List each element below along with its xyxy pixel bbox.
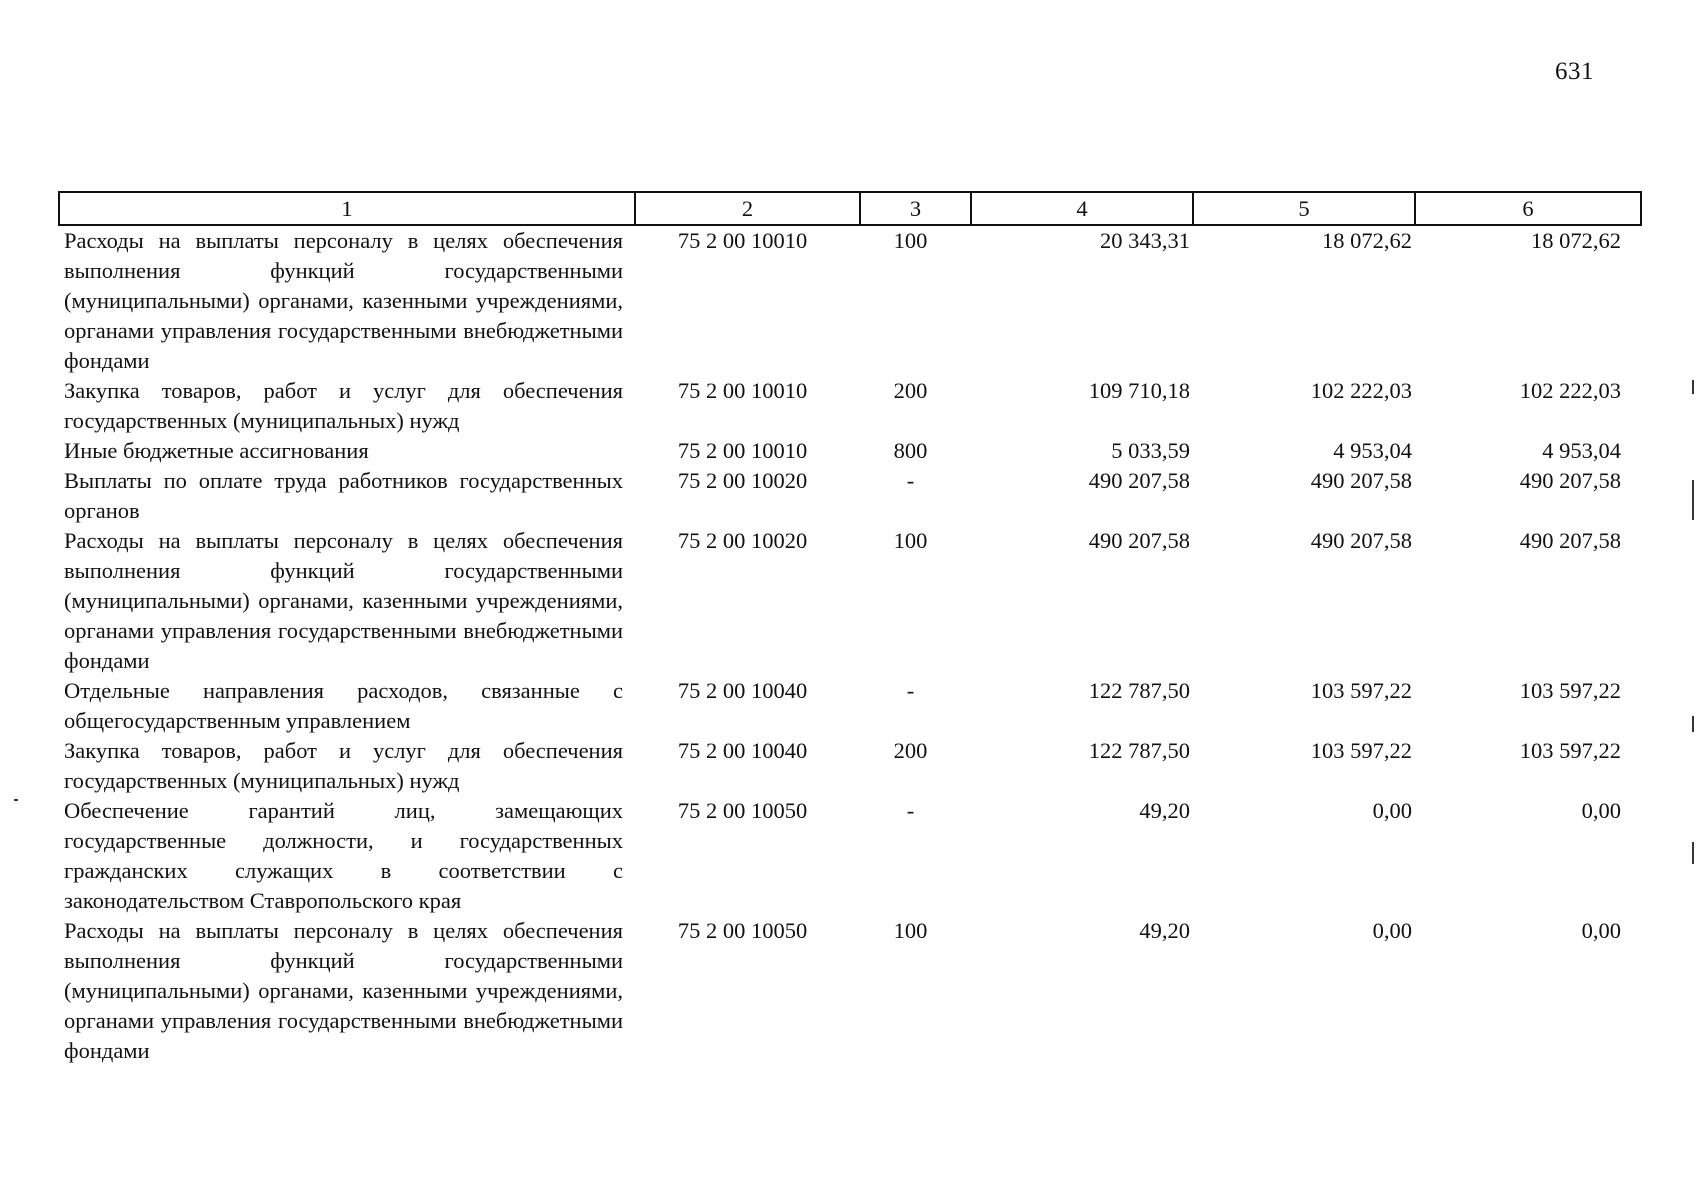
row-expense-type: - xyxy=(906,798,915,823)
row-value-6: 103 597,22 xyxy=(1519,678,1621,703)
row-value-5: 102 222,03 xyxy=(1310,378,1412,403)
row-expense-type: - xyxy=(906,678,915,703)
budget-table xyxy=(58,191,1642,1066)
row-value-4: 122 787,50 xyxy=(1088,738,1190,763)
row-name: Закупка товаров, работ и услуг для обеспечения государственных (муниципальных) нужд xyxy=(64,378,623,433)
scan-artifact xyxy=(1692,380,1694,394)
row-expense-type: 100 xyxy=(893,228,928,253)
row-name: Расходы на выплаты персоналу в целях обеспечения выполнения функций государственными (муниципальными) органами, казенными учреждениями, органами управления государственными внебюджетными фондами xyxy=(64,228,623,373)
table-row xyxy=(59,376,1641,436)
row-code: 75 2 00 10020 xyxy=(677,528,808,553)
column-header-1: 1 xyxy=(59,192,635,225)
row-code: 75 2 00 10050 xyxy=(677,918,808,943)
table-body xyxy=(59,225,1641,1066)
row-expense-type: 100 xyxy=(893,918,928,943)
row-code: 75 2 00 10010 xyxy=(677,378,808,403)
row-value-4: 109 710,18 xyxy=(1088,378,1190,403)
row-name: Обеспечение гарантий лиц, замещающих государственные должности, и государственных гражданских служащих в соответствии с законодательством Ставропольского края xyxy=(64,798,623,913)
table-row xyxy=(59,225,1641,376)
scan-artifact xyxy=(1692,716,1694,732)
table-row xyxy=(59,916,1641,1066)
column-header-3: 3 xyxy=(860,192,971,225)
row-value-5: 103 597,22 xyxy=(1310,738,1412,763)
row-name: Выплаты по оплате труда работников государственных органов xyxy=(64,468,623,523)
row-expense-type: 200 xyxy=(893,378,928,403)
row-value-4: 49,20 xyxy=(1139,798,1190,823)
row-value-4: 122 787,50 xyxy=(1088,678,1190,703)
table-header xyxy=(59,192,1641,225)
row-value-5: 0,00 xyxy=(1372,918,1412,943)
row-value-6: 102 222,03 xyxy=(1519,378,1621,403)
row-name: Закупка товаров, работ и услуг для обеспечения государственных (муниципальных) нужд xyxy=(64,738,623,793)
row-expense-type: - xyxy=(906,468,915,493)
row-value-4: 490 207,58 xyxy=(1088,528,1190,553)
row-code: 75 2 00 10010 xyxy=(677,438,808,463)
column-header-4: 4 xyxy=(971,192,1193,225)
row-name: Расходы на выплаты персоналу в целях обеспечения выполнения функций государственными (муниципальными) органами, казенными учреждениями, органами управления государственными внебюджетными фондами xyxy=(64,528,623,673)
row-value-5: 490 207,58 xyxy=(1310,528,1412,553)
row-value-6: 0,00 xyxy=(1581,918,1621,943)
column-header-2: 2 xyxy=(635,192,860,225)
scan-artifact xyxy=(1692,842,1694,864)
row-expense-type: 800 xyxy=(893,438,928,463)
row-value-6: 103 597,22 xyxy=(1519,738,1621,763)
row-value-4: 490 207,58 xyxy=(1088,468,1190,493)
row-value-5: 4 953,04 xyxy=(1333,438,1412,463)
header-row xyxy=(59,192,1641,225)
column-header-5: 5 xyxy=(1193,192,1415,225)
row-code: 75 2 00 10020 xyxy=(677,468,808,493)
row-value-6: 0,00 xyxy=(1581,798,1621,823)
page-number: 631 xyxy=(1555,58,1594,85)
table-row xyxy=(59,526,1641,676)
row-value-5: 103 597,22 xyxy=(1310,678,1412,703)
row-expense-type: 100 xyxy=(893,528,928,553)
row-value-5: 18 072,62 xyxy=(1322,228,1412,253)
table-row xyxy=(59,676,1641,736)
row-value-4: 49,20 xyxy=(1139,918,1190,943)
row-name: Расходы на выплаты персоналу в целях обеспечения выполнения функций государственными (муниципальными) органами, казенными учреждениями, органами управления государственными внебюджетными фондами xyxy=(64,918,623,1063)
row-expense-type: 200 xyxy=(893,738,928,763)
table-row xyxy=(59,736,1641,796)
table-row xyxy=(59,466,1641,526)
row-value-5: 490 207,58 xyxy=(1310,468,1412,493)
row-name: Отдельные направления расходов, связанные с общегосударственным управлением xyxy=(64,678,623,733)
row-value-6: 490 207,58 xyxy=(1519,468,1621,493)
row-name: Иные бюджетные ассигнования xyxy=(64,438,369,463)
row-code: 75 2 00 10040 xyxy=(677,738,808,763)
row-code: 75 2 00 10040 xyxy=(677,678,808,703)
row-value-5: 0,00 xyxy=(1372,798,1412,823)
row-code: 75 2 00 10010 xyxy=(677,228,808,253)
row-value-6: 4 953,04 xyxy=(1542,438,1621,463)
table-row xyxy=(59,436,1641,466)
row-code: 75 2 00 10050 xyxy=(677,798,808,823)
column-header-6: 6 xyxy=(1415,192,1641,225)
row-value-4: 5 033,59 xyxy=(1111,438,1190,463)
row-value-6: 18 072,62 xyxy=(1531,228,1621,253)
scan-artifact xyxy=(1692,480,1694,520)
row-value-6: 490 207,58 xyxy=(1519,528,1621,553)
table-row xyxy=(59,796,1641,916)
scan-artifact xyxy=(14,799,18,801)
row-value-4: 20 343,31 xyxy=(1100,228,1190,253)
